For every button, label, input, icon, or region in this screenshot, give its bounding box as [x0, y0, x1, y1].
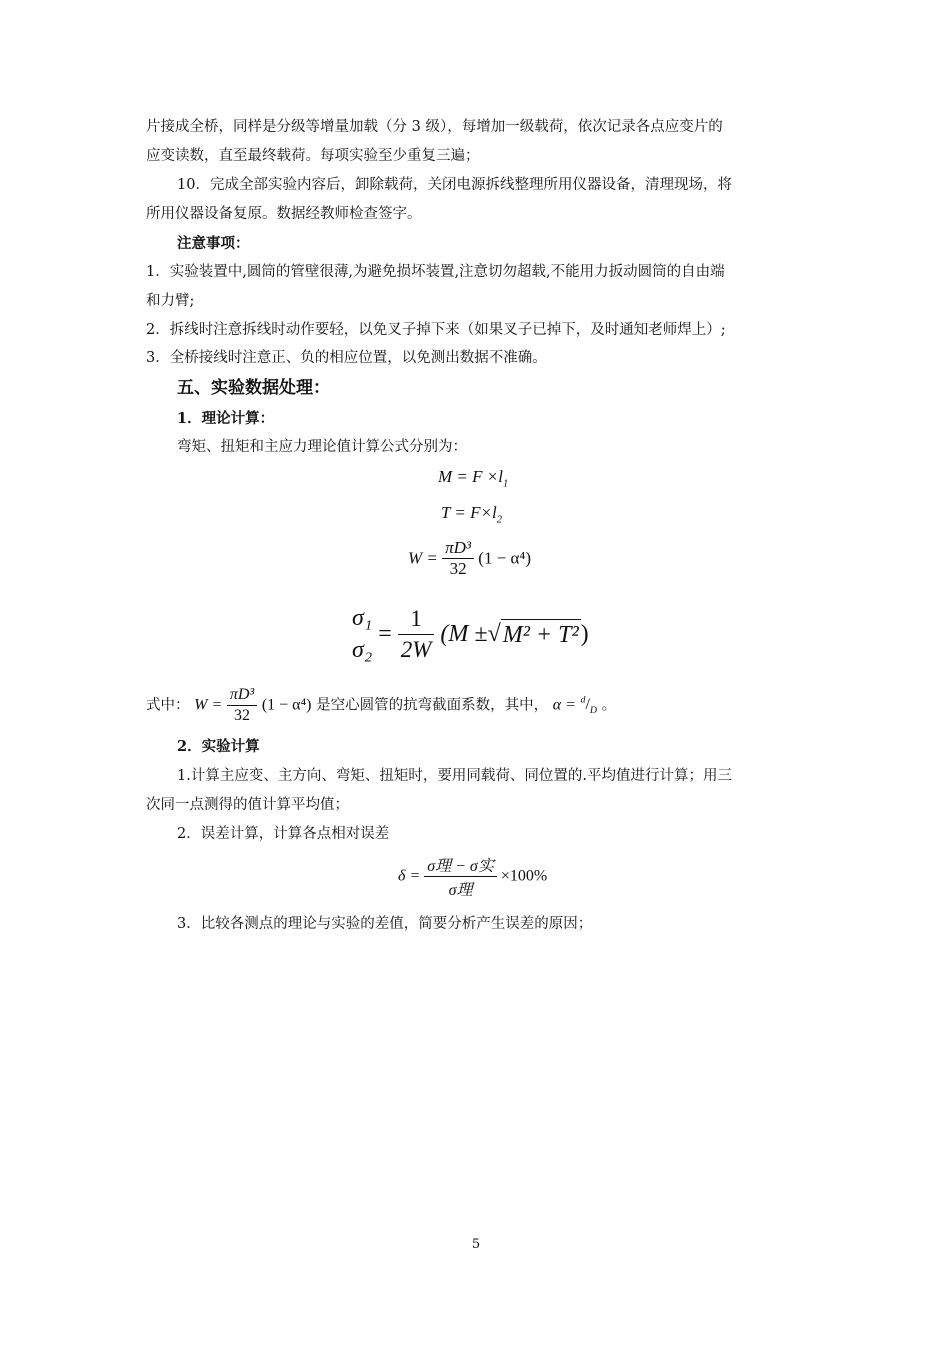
note-item: 1．实验装置中,圆筒的管壁很薄,为避免损坏装置,注意切勿超载,不能用力扳动圆筒的自由端: [146, 264, 725, 280]
note-item: 和力臂;: [146, 293, 195, 309]
subsection-heading: 1．理论计算：: [177, 410, 275, 427]
paragraph-line: 次同一点测得的值计算平均值；: [146, 797, 349, 813]
paragraph-line: 3．比较各测点的理论与实验的差值，简要分析产生误差的原因；: [177, 916, 593, 932]
formula-relative-error: δ = $\frac{\text{σ理 − σ实}}{\text{σ理}}$ ×100%: [398, 853, 547, 900]
paragraph-line: 10．完成全部实验内容后，卸除载荷，关闭电源拆线整理所用仪器设备，清理现场，将: [177, 177, 732, 193]
paragraph-line: 应变读数，直至最终载荷。每项实验至少重复三遍；: [146, 148, 480, 164]
formula-torque: $T = F\times l_2$: [441, 503, 502, 526]
formula-section-modulus: W = $\frac{\text{πD³}}{32}$ (1 − α⁴): [408, 538, 532, 578]
formula-moment: $M = F \times l_1$: [438, 467, 509, 490]
paragraph-line: 片接成全桥，同样是分级等增量加载（分 3 级），每增加一级载荷，依次记录各点应变片的: [146, 119, 723, 135]
paragraph-line: 1.计算主应变、主方向、弯矩、扭矩时，要用同载荷、同位置的.平均值进行计算；用三: [177, 768, 732, 784]
formula-principal-stress: σ₁ σ₂ = $\frac{1}{2W}$ (M ±√M² + T²): [352, 605, 589, 663]
paragraph-line: 所用仪器设备复原。数据经教师检查签字。: [146, 206, 422, 222]
formula-explanation: 式中： W = $\frac{\text{πD³}}{32}$ (1 − α⁴) 是空心圆管的抗弯截面系数，其中， $\alpha = ^d/_D$ 。: [146, 686, 617, 724]
paragraph-line: 弯矩、扭矩和主应力理论值计算公式分别为：: [177, 439, 467, 455]
subsection-heading: 2．实验计算: [177, 738, 260, 755]
note-item: 3．全桥接线时注意正、负的相应位置，以免测出数据不准确。: [146, 350, 547, 366]
notes-heading: 注意事项：: [177, 235, 250, 252]
note-item: 2．拆线时注意拆线时动作要轻，以免叉子掉下来（如果叉子已掉下，及时通知老师焊上）;: [146, 322, 726, 338]
page-number: 5: [471, 1237, 481, 1252]
section-heading: 五、实验数据处理：: [177, 378, 330, 398]
paragraph-line: 2．误差计算，计算各点相对误差: [177, 826, 390, 842]
